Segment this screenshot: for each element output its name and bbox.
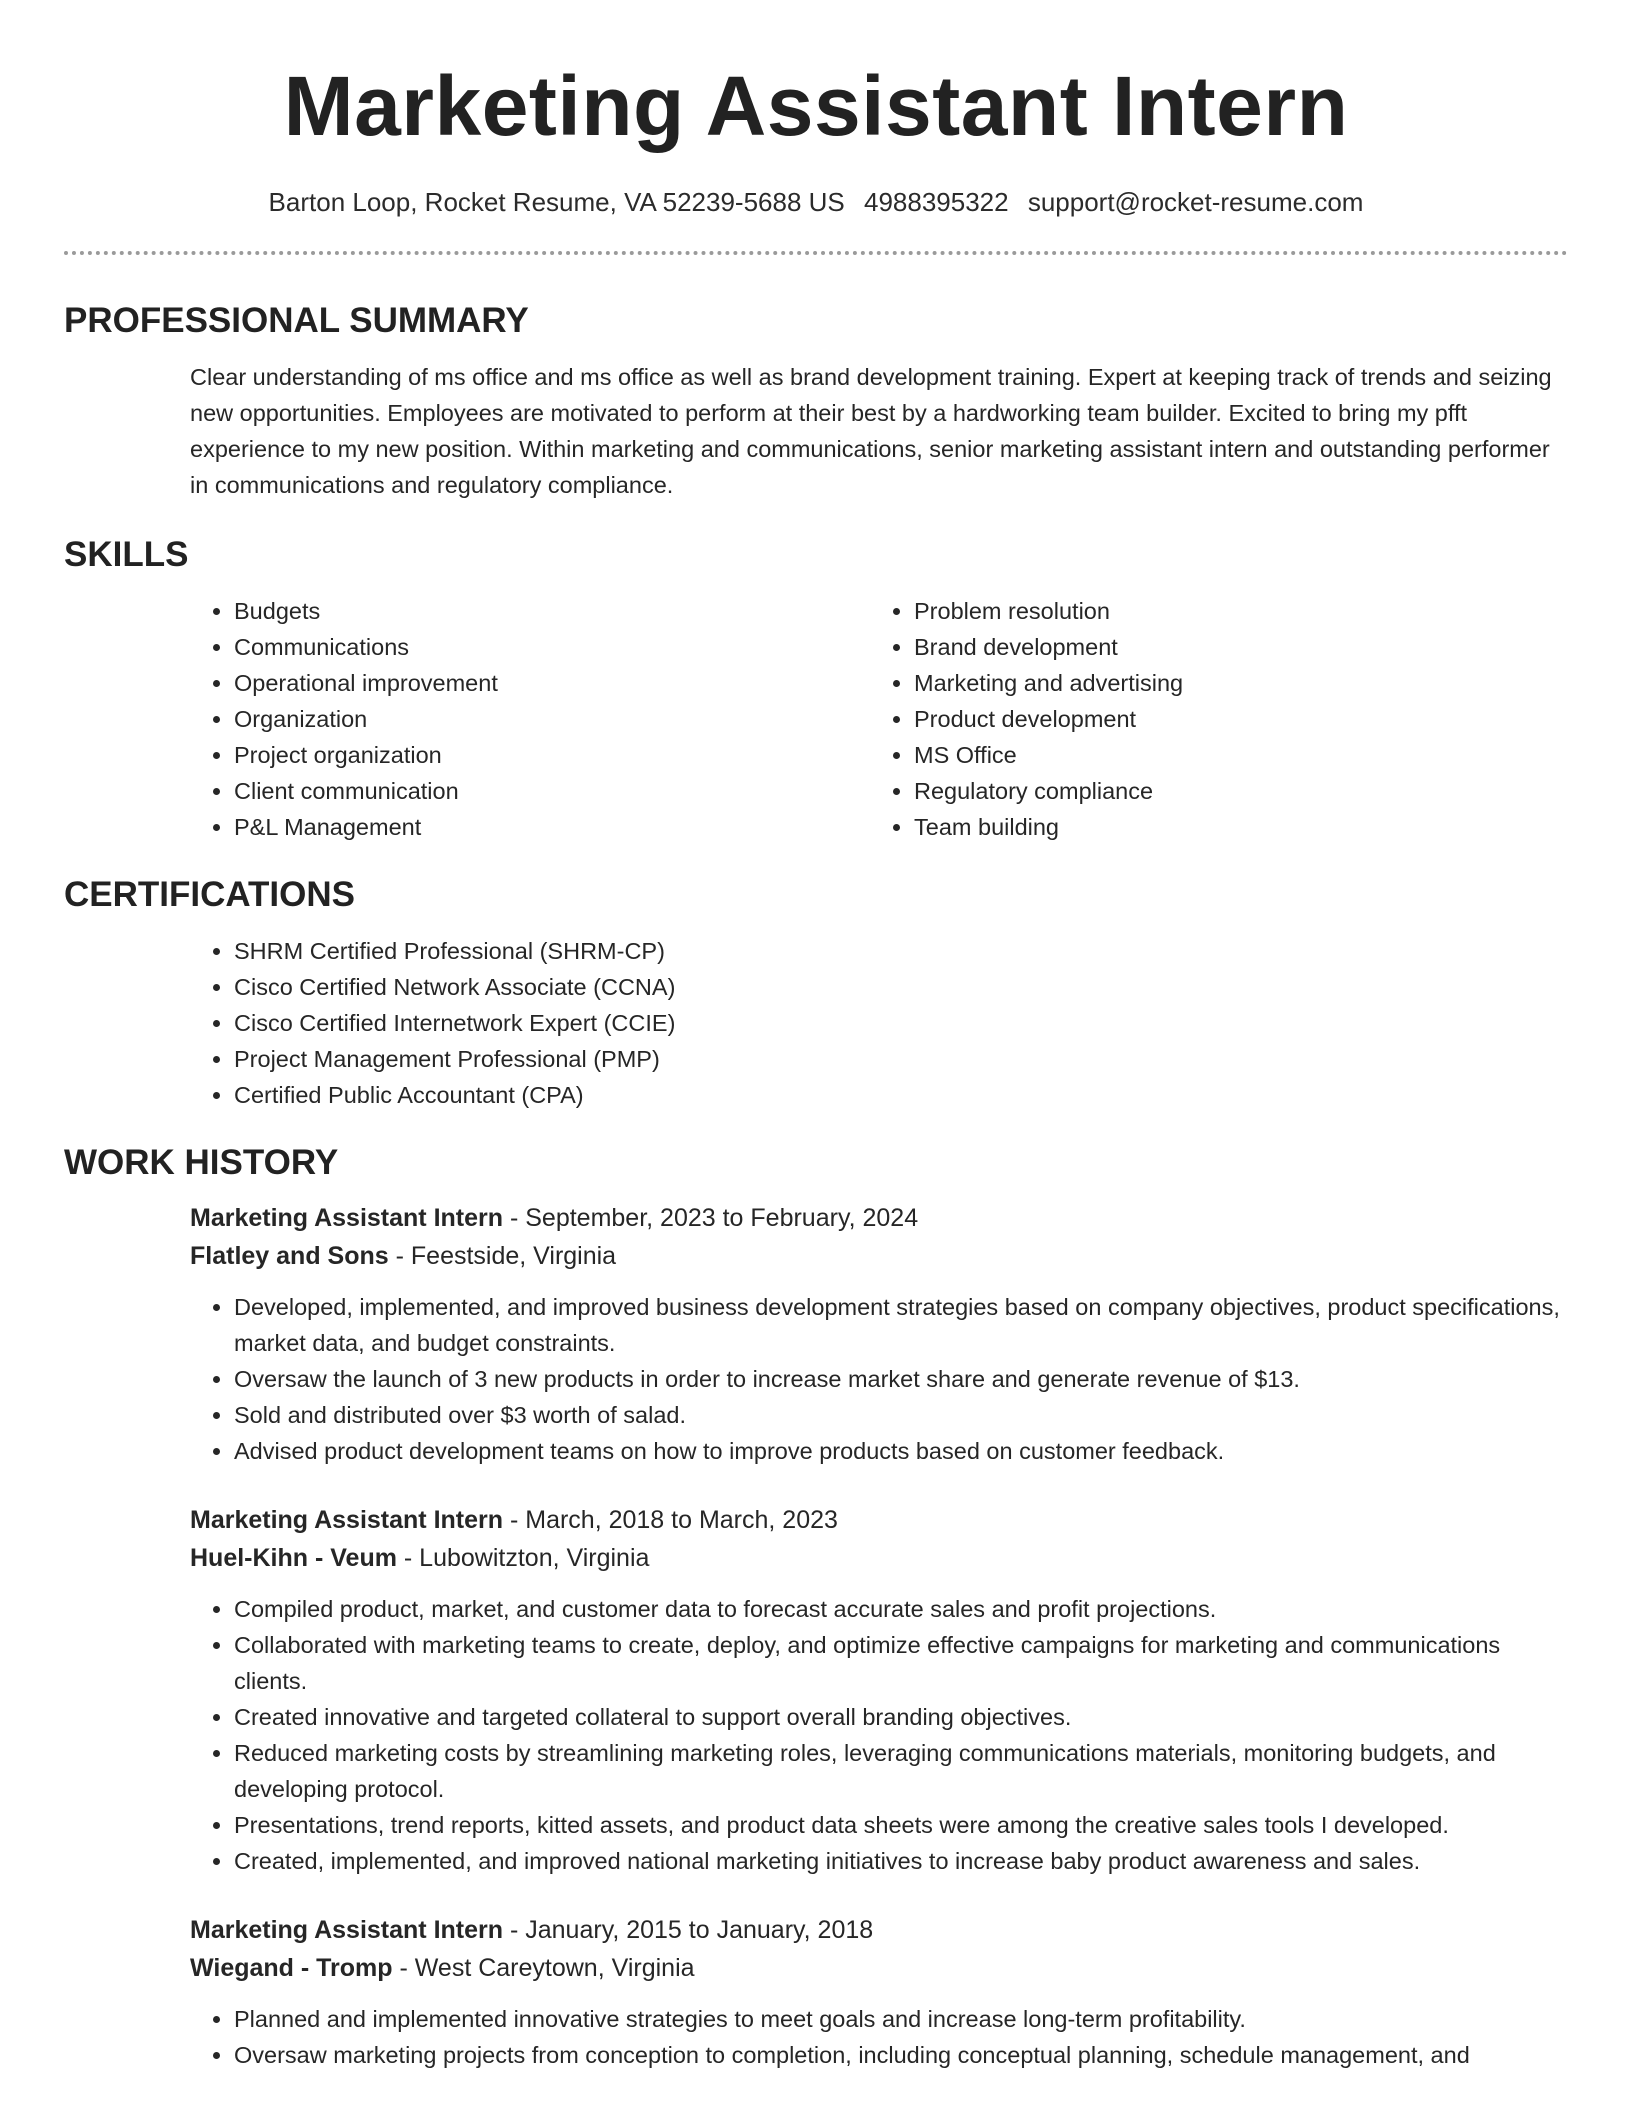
job-bullet: • Oversaw the launch of 3 new products in order to increase market share and generate revenue of $13. xyxy=(234,1361,1568,1397)
skill-item: • Organization xyxy=(234,701,870,737)
job-role: Marketing Assistant Intern xyxy=(190,1506,504,1534)
skills-heading: SKILLS xyxy=(64,535,189,574)
job-role: Marketing Assistant Intern xyxy=(190,1916,504,1944)
job-bullet: • Created, implemented, and improved national marketing initiatives to increase baby product awareness and sales. xyxy=(234,1843,1568,1879)
job-location: - Feestside, Virginia xyxy=(388,1242,617,1270)
job-dates: - January, 2015 to January, 2018 xyxy=(503,1916,874,1944)
skill-item: • MS Office xyxy=(914,737,1550,773)
certification-item: • SHRM Certified Professional (SHRM-CP) xyxy=(234,933,1568,969)
skill-item: • Regulatory compliance xyxy=(914,773,1550,809)
job-title-line xyxy=(190,1199,1568,1237)
skill-item: • Marketing and advertising xyxy=(914,665,1550,701)
header-divider xyxy=(64,251,1568,255)
job-company-line xyxy=(190,1539,1568,1577)
certification-item: • Cisco Certified Network Associate (CCNA) xyxy=(234,969,1568,1005)
job-bullets xyxy=(190,2001,1568,2073)
job-bullet: • Reduced marketing costs by streamlining marketing roles, leveraging communications materials, monitoring budgets, and developing protocol. xyxy=(234,1735,1568,1807)
skill-item: • Product development xyxy=(914,701,1550,737)
job-bullets xyxy=(190,1289,1568,1469)
skills-column-right xyxy=(870,593,1550,845)
certifications-heading: CERTIFICATIONS xyxy=(64,875,356,914)
job-bullet: • Sold and distributed over $3 worth of salad. xyxy=(234,1397,1568,1433)
job-entry xyxy=(190,1199,1568,1469)
job-dates: - March, 2018 to March, 2023 xyxy=(503,1506,838,1534)
job-bullet: • Oversaw marketing projects from conception to completion, including conceptual planning, schedule management, and xyxy=(234,2037,1568,2073)
skill-item: • Budgets xyxy=(234,593,870,629)
job-company-line xyxy=(190,1237,1568,1275)
job-bullet: • Presentations, trend reports, kitted assets, and product data sheets were among the creative sales tools I developed. xyxy=(234,1807,1568,1843)
skill-item: • Communications xyxy=(234,629,870,665)
job-company: Huel-Kihn - Veum xyxy=(190,1544,397,1572)
skill-item: • Operational improvement xyxy=(234,665,870,701)
summary-text: Clear understanding of ms office and ms office as well as brand development training. Expert at keeping track of trends and seizing new opportunities. Employees are motivated to perform at their best by a hardworking team builder. Excited to bring my pfft experience to my new position. Within marketing and communications, senior marketing assistant intern and outstanding performer in communications and regulatory compliance. xyxy=(190,364,1552,498)
resume-name: Marketing Assistant Intern xyxy=(283,59,1349,153)
skill-item: • Client communication xyxy=(234,773,870,809)
certifications-list xyxy=(190,933,1568,1113)
summary-heading: PROFESSIONAL SUMMARY xyxy=(64,301,529,340)
contact-address: Barton Loop, Rocket Resume, VA 52239-5688 US xyxy=(268,187,845,217)
certification-item: • Project Management Professional (PMP) xyxy=(234,1041,1568,1077)
skills-column-left xyxy=(190,593,870,845)
contact-line xyxy=(64,185,1568,219)
job-company: Wiegand - Tromp xyxy=(190,1954,393,1982)
skill-item: • Problem resolution xyxy=(914,593,1550,629)
skill-item: • Brand development xyxy=(914,629,1550,665)
work-history-heading: WORK HISTORY xyxy=(64,1143,339,1182)
job-bullet: • Advised product development teams on how to improve products based on customer feedback. xyxy=(234,1433,1568,1469)
skills-list xyxy=(190,593,1568,845)
contact-phone: 4988395322 xyxy=(863,187,1009,217)
job-role: Marketing Assistant Intern xyxy=(190,1204,504,1232)
summary-block xyxy=(190,359,1568,503)
job-bullet: • Created innovative and targeted collateral to support overall branding objectives. xyxy=(234,1699,1568,1735)
skill-item: • Project organization xyxy=(234,737,870,773)
job-title-line xyxy=(190,1911,1568,1949)
job-bullet: • Collaborated with marketing teams to create, deploy, and optimize effective campaigns for marketing and communications clients. xyxy=(234,1627,1568,1699)
job-bullet: • Developed, implemented, and improved business development strategies based on company objectives, product specifications, market data, and budget constraints. xyxy=(234,1289,1568,1361)
job-bullet: • Compiled product, market, and customer data to forecast accurate sales and profit projections. xyxy=(234,1591,1568,1627)
contact-email: support@rocket-resume.com xyxy=(1027,187,1364,217)
certification-item: • Cisco Certified Internetwork Expert (CCIE) xyxy=(234,1005,1568,1041)
skill-item: • P&L Management xyxy=(234,809,870,845)
certification-item: • Certified Public Accountant (CPA) xyxy=(234,1077,1568,1113)
skill-item: • Team building xyxy=(914,809,1550,845)
job-title-line xyxy=(190,1501,1568,1539)
job-company-line xyxy=(190,1949,1568,1987)
job-company: Flatley and Sons xyxy=(190,1242,389,1270)
job-location: - Lubowitzton, Virginia xyxy=(396,1544,650,1572)
job-bullet: • Planned and implemented innovative strategies to meet goals and increase long-term profitability. xyxy=(234,2001,1568,2037)
job-entry xyxy=(190,1911,1568,2073)
job-dates: - September, 2023 to February, 2024 xyxy=(503,1204,919,1232)
job-entry xyxy=(190,1501,1568,1879)
job-location: - West Careytown, Virginia xyxy=(392,1954,695,1982)
job-bullets xyxy=(190,1591,1568,1879)
